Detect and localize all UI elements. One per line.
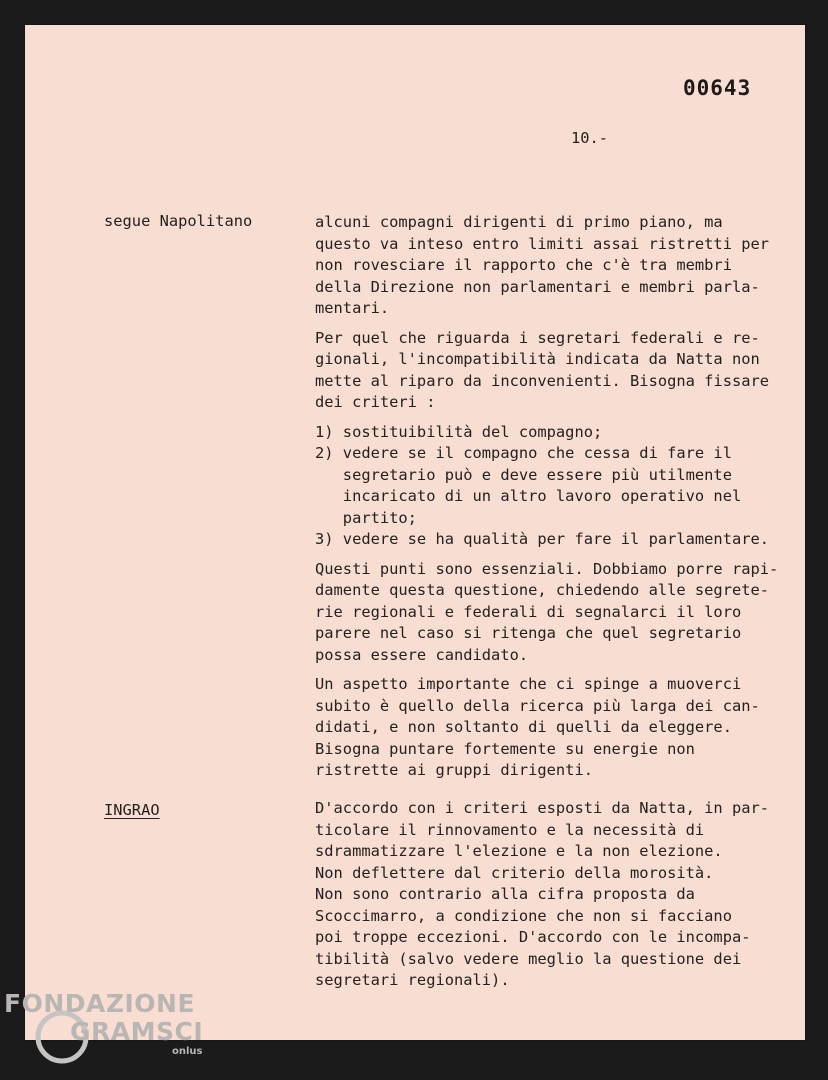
text-line: parere nel caso si ritenga che quel segretario	[315, 624, 742, 642]
text-line: poi troppe eccezioni. D'accordo con le incompa-	[315, 928, 751, 946]
text-line: sdrammatizzare l'elezione e la non elezione.	[315, 842, 723, 860]
napolitano-paragraph	[315, 422, 790, 551]
text-line: gionali, l'incompatibilità indicata da Natta non	[315, 350, 760, 368]
text-line: segretari regionali).	[315, 971, 510, 989]
text-line: dei criteri :	[315, 393, 436, 411]
text-line: Non sono contrario alla cifra proposta da	[315, 885, 695, 903]
text-line: 1) sostituibilità del compagno;	[315, 422, 603, 441]
page-number: 10.-	[571, 129, 609, 147]
logo-line-3: onlus	[172, 1046, 203, 1057]
text-line: rie regionali e federali di segnalarci il loro	[315, 602, 742, 621]
text-line: Questi punti sono essenziali. Dobbiamo porre rapi-	[315, 559, 779, 578]
napolitano-paragraph	[315, 212, 790, 320]
text-line: 3) vedere se ha qualità per fare il parlamentare.	[315, 530, 770, 548]
archive-number: 00643	[683, 76, 752, 100]
text-line: D'accordo con i criteri esposti da Natta, in par-	[315, 799, 770, 817]
text-line: subito è quello della ricerca più larga dei can-	[315, 696, 760, 715]
napolitano-paragraph	[315, 559, 790, 667]
napolitano-paragraph	[315, 328, 790, 414]
fondazione-gramsci-logo	[4, 988, 204, 1078]
logo-line-1: FONDAZIONE	[4, 989, 196, 1018]
speaker-label-ingrao: INGRAO	[104, 801, 160, 819]
text-line: questo va inteso entro limiti assai ristretti per	[315, 234, 770, 253]
ingrao-paragraph	[315, 798, 790, 992]
speech-text-ingrao	[315, 798, 790, 1000]
text-line: Per quel che riguarda i segretari federali e re-	[315, 328, 760, 347]
speech-text	[315, 212, 790, 790]
text-line: Un aspetto importante che ci spinge a muoverci	[315, 675, 742, 693]
text-line: incaricato di un altro lavoro operativo nel	[315, 487, 742, 505]
text-line: Non deflettere dal criterio della morosità.	[315, 863, 714, 882]
text-line: tibilità (salvo vedere meglio la questione dei	[315, 949, 742, 968]
text-line: ristrette ai gruppi dirigenti.	[315, 761, 593, 779]
text-line: ticolare il rinnovamento e la necessità di	[315, 820, 705, 839]
text-line: alcuni compagni dirigenti di primo piano, ma	[315, 213, 723, 231]
text-line: 2) vedere se il compagno che cessa di fare il	[315, 444, 732, 462]
logo-line-2: GRAMSCI	[70, 1017, 204, 1046]
text-line: didati, e non soltanto di quelli da eleggere.	[315, 718, 732, 736]
text-line: segretario può e deve essere più utilmente	[315, 465, 732, 484]
text-line: partito;	[315, 508, 417, 527]
text-line: Bisogna puntare fortemente su energie non	[315, 739, 695, 758]
text-line: possa essere candidato.	[315, 645, 529, 664]
text-line: mette al riparo da inconvenienti. Bisogna fissare	[315, 371, 770, 390]
text-line: damente questa questione, chiedendo alle segrete-	[315, 581, 770, 599]
text-line: non rovesciare il rapporto che c'è tra membri	[315, 256, 732, 274]
napolitano-paragraph	[315, 674, 790, 782]
text-line: della Direzione non parlamentari e membri parla-	[315, 277, 760, 296]
speaker-label: segue Napolitano	[104, 212, 253, 230]
text-line: Scoccimarro, a condizione che non si facciano	[315, 906, 732, 925]
text-line: mentari.	[315, 299, 390, 317]
